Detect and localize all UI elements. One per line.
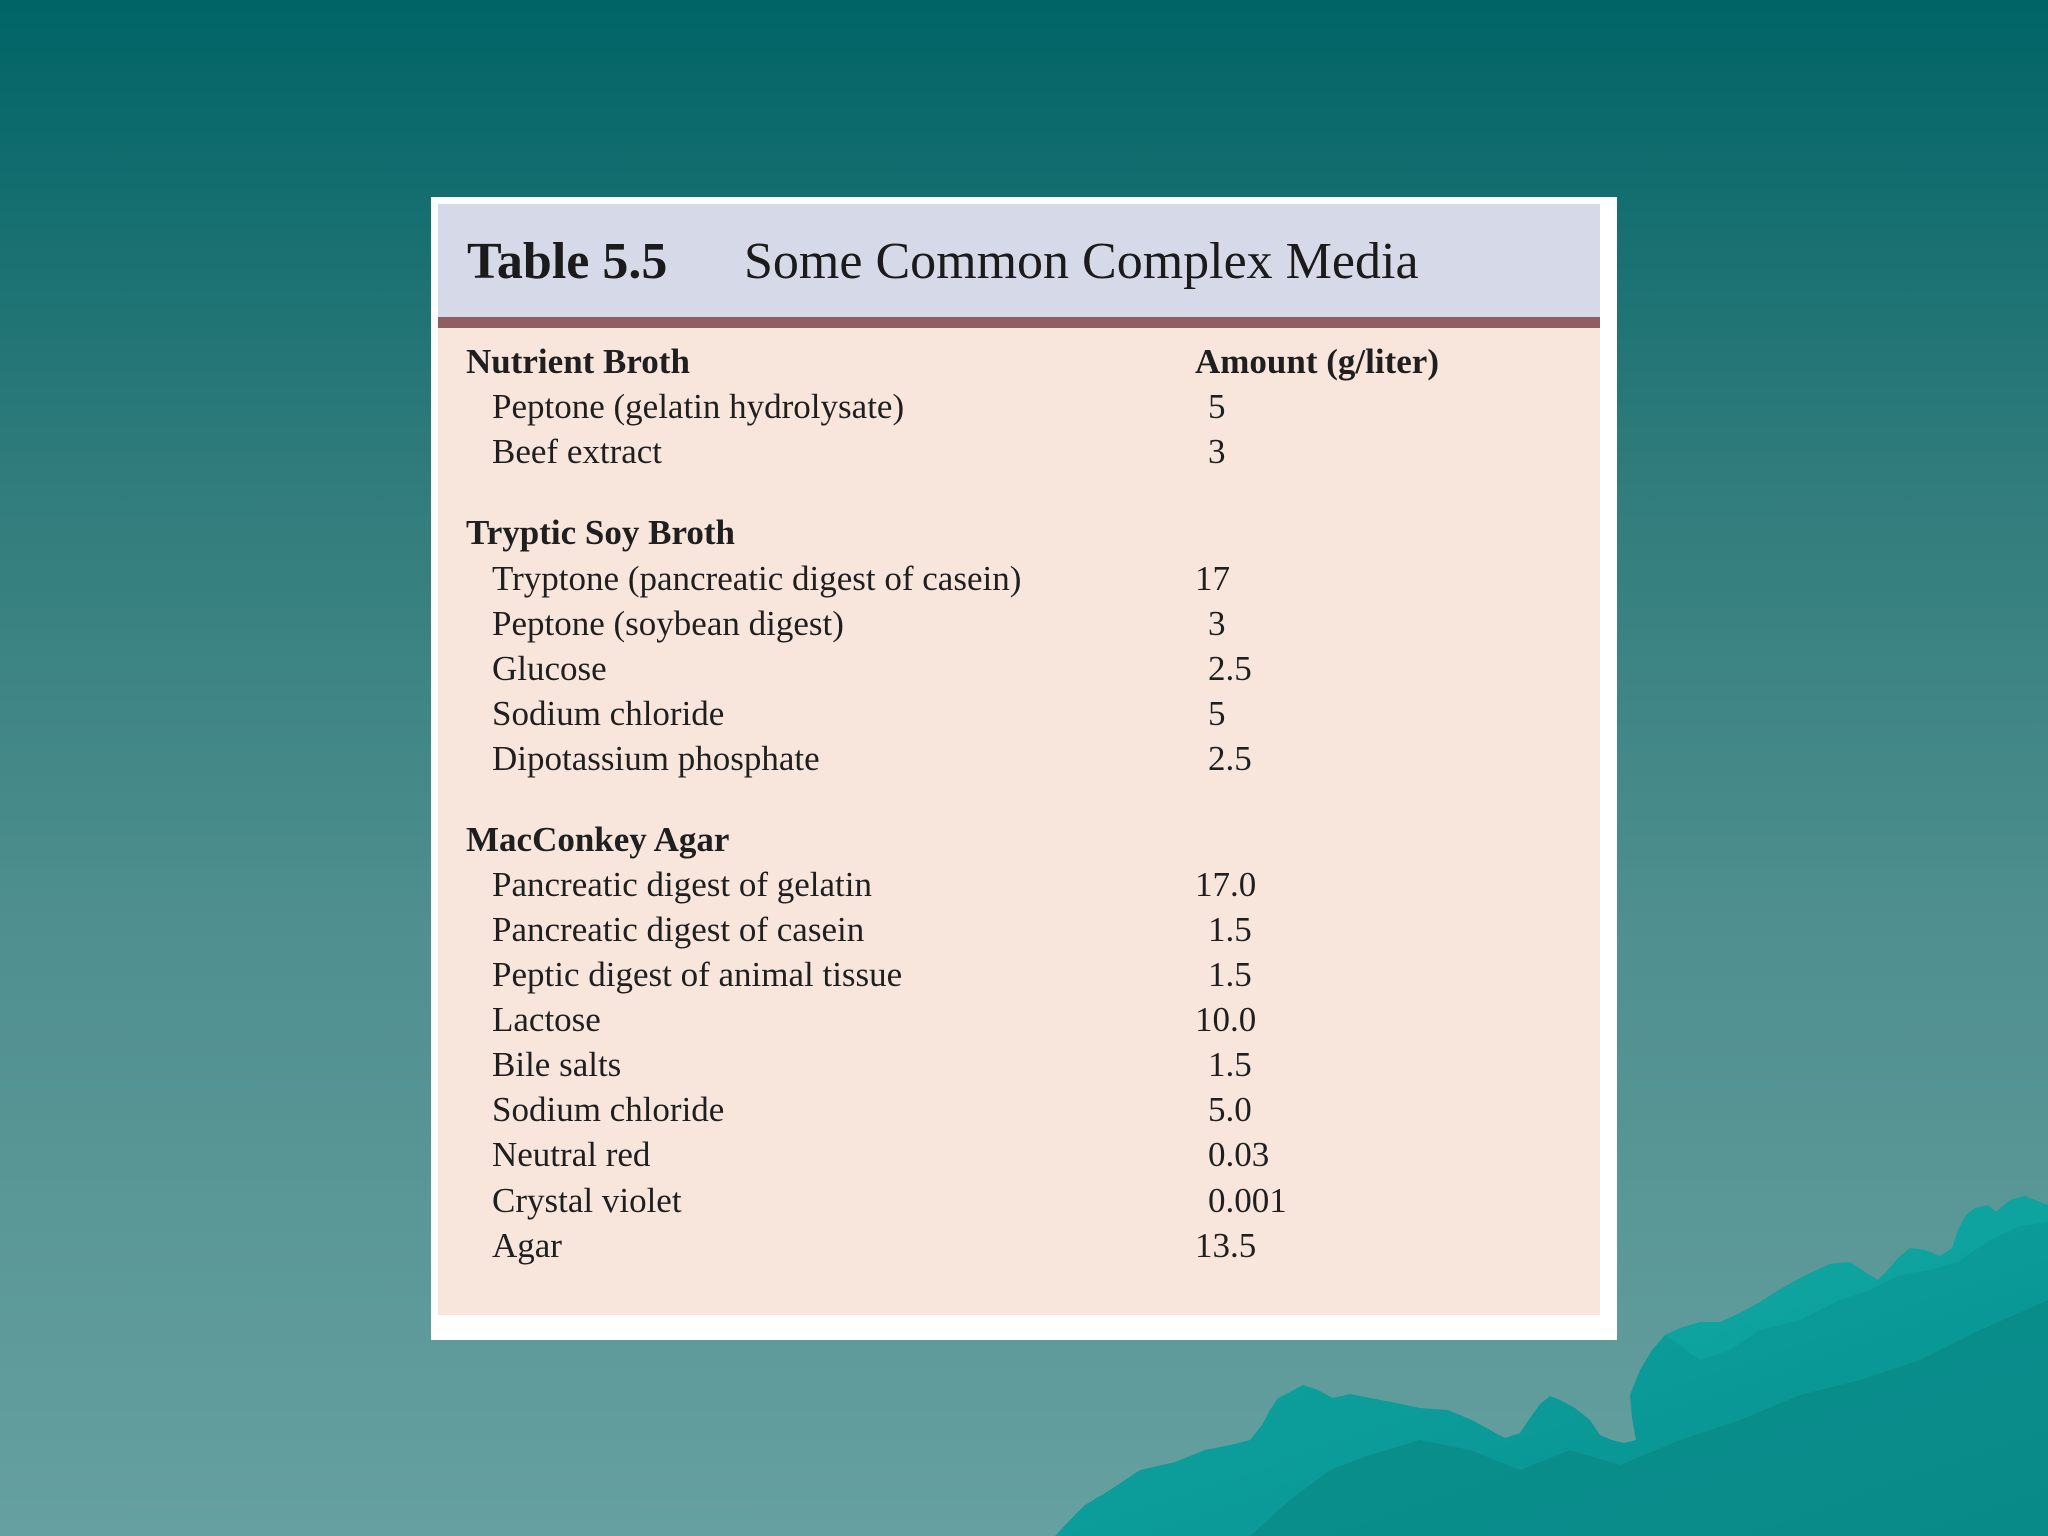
ingredient-name: Peptone (soybean digest) — [492, 604, 844, 643]
section-title-nutrient-broth: Nutrient Broth — [466, 342, 690, 381]
ingredient-amount: 3 — [1208, 604, 1226, 643]
ingredient-name: Peptone (gelatin hydrolysate) — [492, 387, 905, 426]
ingredient-name: Neutral red — [492, 1135, 651, 1174]
ingredient-amount: 17 — [1195, 559, 1230, 598]
table-row — [438, 1226, 1600, 1266]
table-row — [438, 387, 1600, 427]
table-row — [438, 955, 1600, 995]
ingredient-amount: 1.5 — [1208, 910, 1252, 949]
table-card — [431, 197, 1617, 1340]
ingredient-name: Crystal violet — [492, 1181, 682, 1220]
table-row — [438, 739, 1600, 779]
ingredient-name: Bile salts — [492, 1045, 622, 1084]
ingredient-amount: 2.5 — [1208, 739, 1252, 778]
table-title-band — [438, 204, 1600, 317]
table-row — [438, 559, 1600, 599]
ingredient-name: Pancreatic digest of casein — [492, 910, 865, 949]
amount-column-header: Amount (g/liter) — [1195, 342, 1439, 381]
ingredient-amount: 1.5 — [1208, 955, 1252, 994]
table-row — [438, 694, 1600, 734]
ingredient-name: Beef extract — [492, 432, 663, 471]
ingredient-name: Glucose — [492, 649, 607, 688]
ingredient-amount: 5 — [1208, 387, 1226, 426]
ingredient-name: Sodium chloride — [492, 694, 725, 733]
table-row — [438, 432, 1600, 472]
ingredient-amount: 5 — [1208, 694, 1226, 733]
table-label: Table 5.5 — [467, 233, 668, 290]
table-body — [438, 204, 1600, 1315]
ingredient-amount: 0.001 — [1208, 1181, 1287, 1220]
ingredient-name: Sodium chloride — [492, 1090, 725, 1129]
section-header-row — [438, 820, 1600, 860]
ingredient-name: Agar — [492, 1226, 562, 1265]
table-row — [438, 1181, 1600, 1221]
ingredient-name: Lactose — [492, 1000, 601, 1039]
table-row — [438, 604, 1600, 644]
table-row — [438, 1135, 1600, 1175]
ingredient-name: Pancreatic digest of gelatin — [492, 865, 872, 904]
ingredient-amount: 17.0 — [1195, 865, 1257, 904]
section-title-tryptic-soy-broth: Tryptic Soy Broth — [466, 513, 735, 552]
table-row — [438, 865, 1600, 905]
table-row — [438, 1090, 1600, 1130]
title-divider — [438, 317, 1600, 328]
ingredient-amount: 2.5 — [1208, 649, 1252, 688]
section-title-macconkey-agar: MacConkey Agar — [466, 820, 730, 859]
section-header-row — [438, 342, 1600, 382]
table-title: Some Common Complex Media — [744, 233, 1419, 290]
ingredient-amount: 1.5 — [1208, 1045, 1252, 1084]
table-row — [438, 1045, 1600, 1085]
table-row — [438, 910, 1600, 950]
ingredient-amount: 5.0 — [1208, 1090, 1252, 1129]
ingredient-amount: 0.03 — [1208, 1135, 1270, 1174]
ingredient-name: Peptic digest of animal tissue — [492, 955, 903, 994]
ingredient-amount: 3 — [1208, 432, 1226, 471]
section-header-row — [438, 513, 1600, 553]
table-row — [438, 649, 1600, 689]
ingredient-name: Dipotassium phosphate — [492, 739, 820, 778]
table-row — [438, 1000, 1600, 1040]
ingredient-name: Tryptone (pancreatic digest of casein) — [492, 559, 1022, 598]
ingredient-amount: 10.0 — [1195, 1000, 1257, 1039]
ingredient-amount: 13.5 — [1195, 1226, 1257, 1265]
